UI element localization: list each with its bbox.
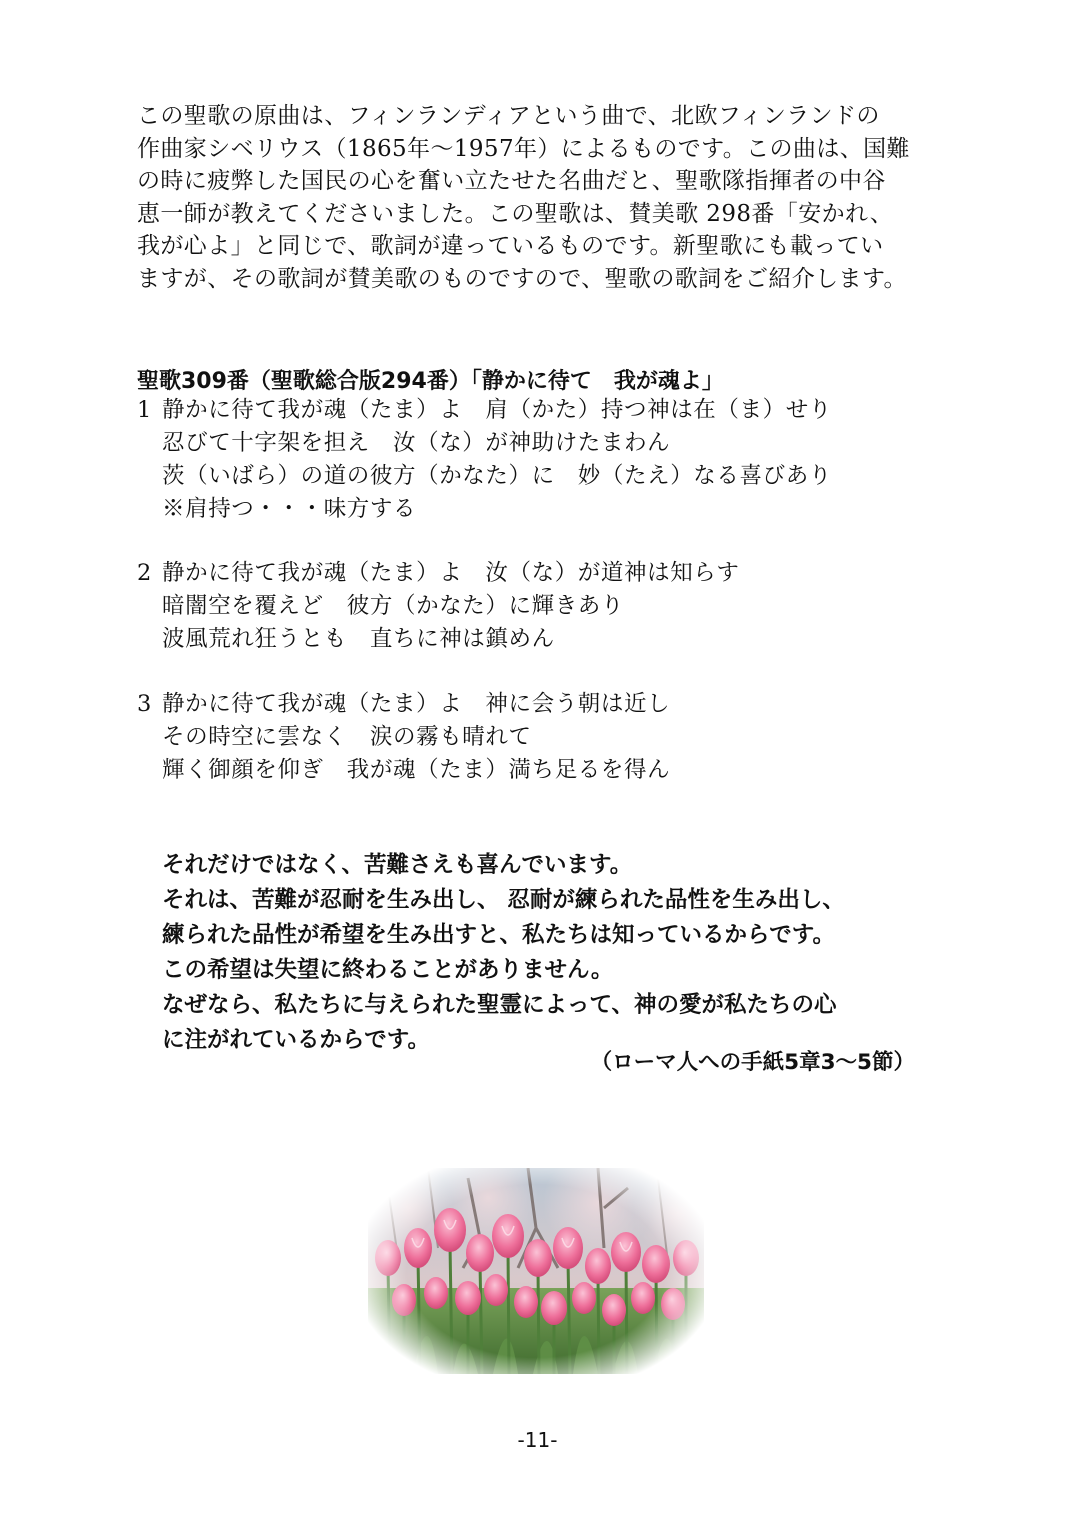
scripture-line: それは、苦難が忍耐を生み出し、 忍耐が練られた品性を生み出し、	[162, 887, 845, 913]
hymn-verse-2	[137, 557, 957, 656]
verse-note: ※肩持つ・・・味方する	[162, 496, 417, 522]
verse-number: 1	[137, 397, 152, 423]
intro-line: 我が心よ」と同じで、歌詞が違っているものです。新聖歌にも載ってい	[137, 233, 884, 259]
verse-line: 輝く御顔を仰ぎ 我が魂（たま）満ち足るを得ん	[162, 757, 671, 783]
verse-text: 静かに待て我が魂（たま）よ 汝（な）が道神は知らす	[162, 560, 740, 586]
page-number: -11-	[517, 1428, 558, 1452]
verse-line: 暗闇空を覆えど 彼方（かなた）に輝きあり	[162, 593, 625, 619]
hymn-verse-1	[137, 394, 957, 526]
verse-line: その時空に雲なく 涙の霧も晴れて	[162, 724, 532, 750]
intro-paragraph	[137, 100, 957, 295]
verse-line	[137, 394, 957, 427]
verse-text: 静かに待て我が魂（たま）よ 神に会う朝は近し	[162, 691, 671, 717]
verse-line	[137, 557, 957, 590]
scripture-reference: （ローマ人への手紙5章3～5節）	[590, 1050, 915, 1075]
tulip-image	[368, 1168, 704, 1374]
scripture-line: に注がれているからです。	[162, 1027, 430, 1053]
verse-number: 2	[137, 560, 152, 586]
intro-line: 恵一師が教えてくださいました。この聖歌は、賛美歌 298番「安かれ、	[137, 200, 894, 227]
verse-line: 茨（いばら）の道の彼方（かなた）に 妙（たえ）なる喜びあり	[162, 463, 832, 489]
intro-line: この聖歌の原曲は、フィンランディアという曲で、北欧フィンランドの	[137, 103, 880, 129]
scripture-line: それだけではなく、苦難さえも喜んでいます。	[162, 852, 633, 878]
verse-text: 静かに待て我が魂（たま）よ 肩（かた）持つ神は在（ま）せり	[162, 397, 832, 423]
hymn-title: 聖歌309番（聖歌総合版294番）「静かに待て 我が魂よ」	[137, 369, 724, 394]
scripture-quote	[162, 848, 942, 1058]
verse-line	[137, 688, 957, 721]
scripture-line: この希望は失望に終わることがありません。	[162, 957, 614, 983]
scripture-line: なぜなら、私たちに与えられた聖霊によって、神の愛が私たちの心	[162, 992, 837, 1018]
verse-number: 3	[137, 691, 152, 717]
scripture-line: 練られた品性が希望を生み出すと、私たちは知っているからです。	[162, 922, 835, 948]
verse-line: 波風荒れ狂うとも 直ちに神は鎮めん	[162, 626, 555, 652]
hymn-verse-3	[137, 688, 957, 787]
intro-line: ますが、その歌詞が賛美歌のものですので、聖歌の歌詞をご紹介します。	[137, 265, 907, 292]
verse-line: 忍びて十字架を担え 汝（な）が神助けたまわん	[162, 430, 671, 456]
intro-line: の時に疲弊した国民の心を奮い立たせた名曲だと、聖歌隊指揮者の中谷	[137, 168, 886, 194]
tulip-photo	[368, 1168, 704, 1374]
intro-line: 作曲家シベリウス（1865年～1957年）によるものです。この曲は、国難	[137, 135, 910, 162]
